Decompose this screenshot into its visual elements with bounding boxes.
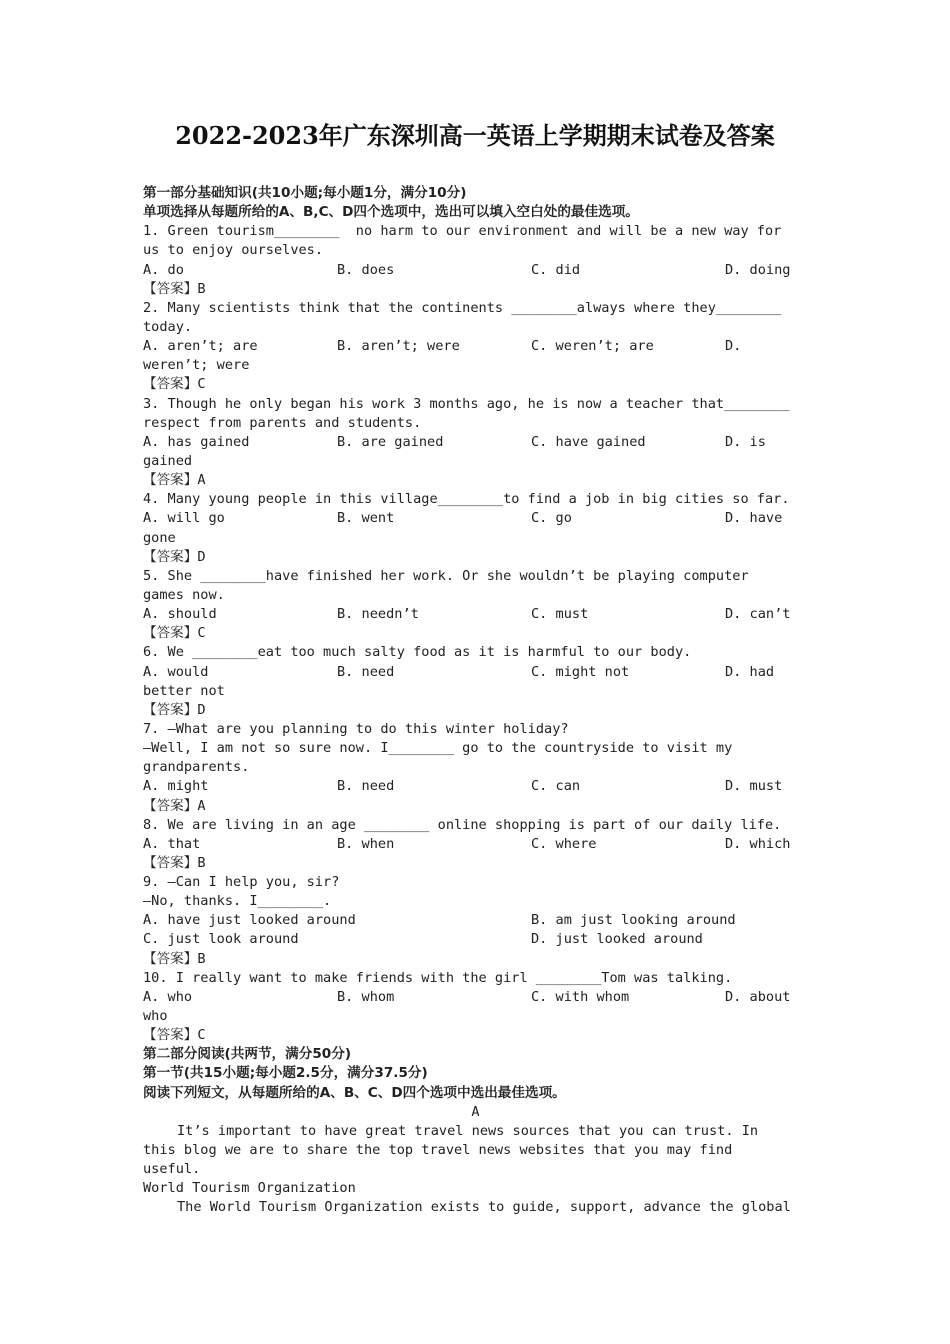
options-row	[143, 988, 808, 1007]
question-stem: 8. We are living in an age ________ online shopping is part of our daily life.	[143, 816, 782, 833]
option: A. that	[143, 835, 201, 852]
question-item	[143, 395, 808, 491]
option: D. had	[725, 663, 775, 680]
option: B. needn’t	[337, 606, 419, 623]
options-row	[143, 605, 808, 624]
option: A. should	[143, 606, 217, 623]
question-stem: —Well, I am not so sure now. I________ go to the countryside to visit my	[143, 740, 733, 757]
option: B. when	[337, 835, 395, 852]
option: C. weren’t; are	[531, 338, 654, 355]
question-stem: 2. Many scientists think that the continents ________always where they________	[143, 299, 782, 316]
option-continuation: gone	[143, 529, 176, 546]
option: C. might not	[531, 663, 630, 680]
answer-line: 【答案】D	[143, 701, 206, 718]
option: C. can	[531, 778, 581, 795]
passage-subheading: World Tourism Organization	[143, 1180, 356, 1197]
question-stem: today.	[143, 318, 193, 335]
options-row	[143, 663, 808, 682]
answer-line: 【答案】D	[143, 548, 206, 565]
part2-instruction: 阅读下列短文，从每题所给的A、B、C、D四个选项中选出最佳选项。	[143, 1084, 566, 1101]
question-item	[143, 222, 808, 299]
question-item	[143, 567, 808, 644]
question-stem: 10. I really want to make friends with the girl ________Tom was talking.	[143, 969, 733, 986]
answer-line: 【答案】A	[143, 472, 206, 489]
passage-line: useful.	[143, 1161, 201, 1178]
option: C. go	[531, 510, 572, 527]
options-row	[143, 337, 808, 356]
document-body	[143, 184, 808, 1218]
question-stem: us to enjoy ourselves.	[143, 242, 324, 259]
options-row	[143, 433, 808, 452]
question-stem: 4. Many young people in this village________to find a job in big cities so far.	[143, 491, 790, 508]
option: C. did	[531, 261, 581, 278]
option: B. does	[337, 261, 395, 278]
option: A. have just looked around	[143, 912, 356, 929]
option: A. do	[143, 261, 184, 278]
option: A. who	[143, 988, 193, 1005]
option: D. just looked around	[531, 931, 703, 948]
option: A. aren’t; are	[143, 338, 258, 355]
passage-label: A	[471, 1103, 480, 1120]
option: B. are gained	[337, 433, 444, 450]
answer-line: 【答案】B	[143, 950, 206, 967]
question-stem: respect from parents and students.	[143, 414, 422, 431]
question-item	[143, 490, 808, 567]
part1-instruction: 单项选择从每题所给的A、B,C、D四个选项中，选出可以填入空白处的最佳选项。	[143, 204, 639, 221]
option: B. aren’t; were	[337, 338, 460, 355]
answer-line: 【答案】C	[143, 376, 206, 393]
option: D. about	[725, 988, 791, 1005]
options-row	[143, 777, 808, 796]
option: A. would	[143, 663, 209, 680]
passage-line: this blog we are to share the top travel news websites that you may find	[143, 1142, 733, 1159]
option: B. am just looking around	[531, 912, 736, 929]
question-stem: 9. —Can I help you, sir?	[143, 874, 340, 891]
question-stem: 5. She ________have finished her work. Or she wouldn’t be playing computer	[143, 567, 749, 584]
option: D. have	[725, 510, 783, 527]
option: B. need	[337, 778, 395, 795]
option: C. where	[531, 835, 597, 852]
part1-heading: 第一部分基础知识(共10小题;每小题1分，满分10分)	[143, 185, 467, 201]
option: B. need	[337, 663, 395, 680]
question-stem: grandparents.	[143, 759, 250, 776]
option: C. must	[531, 606, 589, 623]
answer-line: 【答案】A	[143, 797, 206, 814]
option: B. went	[337, 510, 395, 527]
option: B. whom	[337, 988, 395, 1005]
question-stem: 7. —What are you planning to do this winter holiday?	[143, 720, 569, 737]
option: A. has gained	[143, 433, 250, 450]
question-item	[143, 816, 808, 873]
passage-paragraph: The World Tourism Organization exists to guide, support, advance the global	[177, 1199, 791, 1216]
question-list	[143, 222, 808, 1045]
option-continuation: better not	[143, 682, 225, 699]
options-row	[143, 509, 808, 528]
question-item	[143, 643, 808, 720]
option: A. might	[143, 778, 209, 795]
question-stem: 1. Green tourism________ no harm to our environment and will be a new way for	[143, 223, 782, 240]
option: D. must	[725, 778, 783, 795]
options-row	[143, 930, 808, 949]
options-row	[143, 261, 808, 280]
answer-line: 【答案】C	[143, 1027, 206, 1044]
option: D. doing	[725, 261, 791, 278]
part2-heading: 第二部分阅读(共两节，满分50分)	[143, 1046, 352, 1063]
answer-line: 【答案】C	[143, 625, 206, 642]
option: C. have gained	[531, 433, 646, 450]
option: C. just look around	[143, 931, 299, 948]
option-continuation: weren’t; were	[143, 357, 250, 374]
options-row	[143, 835, 808, 854]
question-item	[143, 299, 808, 395]
option: D. can’t	[725, 606, 791, 623]
question-item	[143, 720, 808, 816]
option: D.	[725, 338, 742, 355]
option-continuation: gained	[143, 452, 193, 469]
options-row	[143, 911, 808, 930]
option: D. which	[725, 835, 791, 852]
answer-line: 【答案】B	[143, 854, 206, 871]
option: D. is	[725, 433, 766, 450]
question-item	[143, 969, 808, 1046]
question-item	[143, 873, 808, 969]
answer-line: 【答案】B	[143, 280, 206, 297]
question-stem: games now.	[143, 586, 225, 603]
part2-section1: 第一节(共15小题;每小题2.5分，满分37.5分)	[143, 1065, 428, 1082]
option: A. will go	[143, 510, 225, 527]
page-title: 2022-2023年广东深圳高一英语上学期期末试卷及答案	[175, 121, 775, 150]
question-stem: —No, thanks. I________.	[143, 893, 332, 910]
option: C. with whom	[531, 988, 630, 1005]
passage-line: It’s important to have great travel news sources that you can trust. In	[177, 1122, 759, 1139]
question-stem: 3. Though he only began his work 3 months ago, he is now a teacher that________	[143, 395, 790, 412]
option-continuation: who	[143, 1008, 168, 1025]
question-stem: 6. We ________eat too much salty food as it is harmful to our body.	[143, 644, 692, 661]
